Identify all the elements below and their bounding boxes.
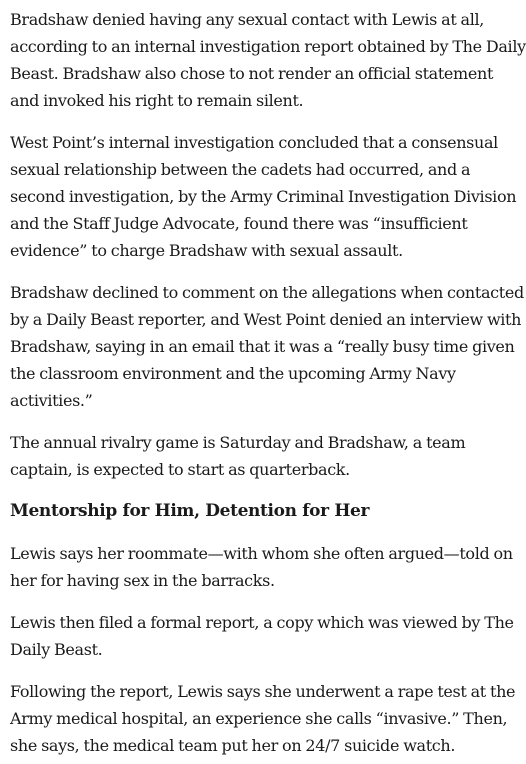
article-paragraph: The annual rivalry game is Saturday and Bradshaw, a team captain, is expected to start as quarterback.	[10, 433, 466, 479]
article-paragraph: Bradshaw declined to comment on the allegations when contacted by a Daily Beast reporter, and West Point denied an interview with Bradshaw, saying in an email that it was a “really busy time given the classroom environment and the upcoming Army Navy activities.”	[10, 283, 524, 410]
section-subheading: Mentorship for Him, Detention for Her	[10, 501, 370, 521]
article-paragraph: West Point’s internal investigation concluded that a consensual sexual relationship between the cadets had occurred, and a second investigation, by the Army Criminal Investigation Division and the Staff Judge Advocate, found there was “insufficient evidence” to charge Bradshaw with sexual assault.	[10, 133, 517, 260]
article-paragraph: Following the report, Lewis says she underwent a rape test at the Army medical hospital, an experience she calls “invasive.” Then, she says, the medical team put her on 24/7 suicide watch.	[10, 682, 516, 755]
article-paragraph: Lewis says her roommate—with whom she often argued—told on her for having sex in the barracks.	[10, 544, 513, 590]
article-paragraph: Bradshaw denied having any sexual contact with Lewis at all, according to an internal investigation report obtained by The Daily Beast. Bradshaw also chose to not render an official statement and invoked his right to remain silent.	[10, 10, 526, 110]
article-paragraph: Lewis then filed a formal report, a copy which was viewed by The Daily Beast.	[10, 613, 514, 659]
